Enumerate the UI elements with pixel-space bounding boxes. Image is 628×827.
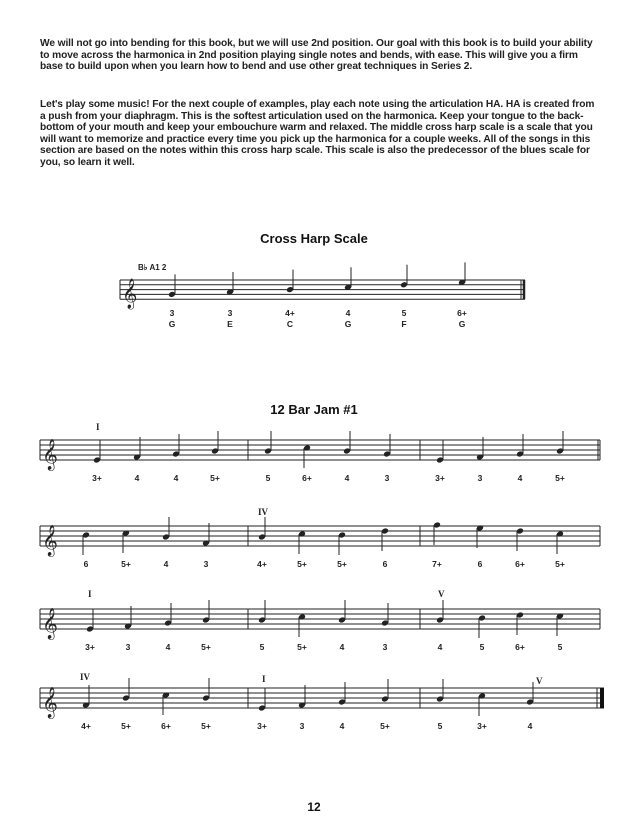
- hole-label: 4: [339, 721, 345, 731]
- hole-label: 5: [557, 642, 563, 652]
- hole-label: 4: [134, 473, 140, 483]
- hole-label: 4: [437, 642, 443, 652]
- scale-hole-label: 6+: [457, 308, 467, 318]
- hole-label: 5+: [201, 721, 211, 731]
- treble-clef-icon: 𝄞: [42, 439, 58, 470]
- hole-label: 5: [265, 473, 271, 483]
- hole-label: 4+: [81, 721, 91, 731]
- chord-symbol: V: [536, 676, 543, 686]
- hole-label: 5+: [121, 721, 131, 731]
- hole-label: 5+: [297, 642, 307, 652]
- scale-hole-label: 3: [169, 308, 175, 318]
- hole-label: 4+: [257, 559, 267, 569]
- hole-label: 6: [382, 559, 388, 569]
- final-bar-thick: [600, 688, 604, 708]
- hole-label: 7+: [432, 559, 442, 569]
- scale-note-label: C: [286, 319, 294, 329]
- hole-label: 3: [384, 473, 390, 483]
- treble-clef-icon: 𝄞: [122, 279, 138, 310]
- hole-label: 3+: [435, 473, 445, 483]
- chord-symbol: IV: [80, 672, 91, 682]
- hole-label: 5: [259, 642, 265, 652]
- scale-hole-label: 5: [401, 308, 407, 318]
- hole-label: 5+: [297, 559, 307, 569]
- hole-label: 3: [299, 721, 305, 731]
- hole-label: 4: [344, 473, 350, 483]
- hole-label: 4: [163, 559, 169, 569]
- hole-label: 3+: [257, 721, 267, 731]
- hole-label: 4: [165, 642, 171, 652]
- hole-label: 5+: [555, 473, 565, 483]
- hole-label: 3+: [477, 721, 487, 731]
- hole-label: 6+: [515, 559, 525, 569]
- chord-symbol: I: [262, 674, 266, 684]
- hole-label: 5+: [555, 559, 565, 569]
- tempo-mark: B♭ A1 2: [138, 263, 167, 272]
- chord-symbol: I: [96, 422, 100, 432]
- hole-label: 5+: [380, 721, 390, 731]
- scale-hole-label: 4: [345, 308, 351, 318]
- hole-label: 4: [517, 473, 523, 483]
- hole-label: 5+: [210, 473, 220, 483]
- hole-label: 6+: [161, 721, 171, 731]
- hole-label: 5: [479, 642, 485, 652]
- scale-note-label: F: [401, 319, 407, 329]
- hole-label: 4: [527, 721, 533, 731]
- scale-note-label: G: [168, 319, 176, 329]
- hole-label: 6+: [302, 473, 312, 483]
- hole-label: 5: [437, 721, 443, 731]
- chord-symbol: IV: [258, 507, 269, 517]
- scale-note-label: E: [227, 319, 233, 329]
- scale-title: Cross Harp Scale: [260, 231, 368, 246]
- treble-clef-icon: 𝄞: [42, 687, 58, 718]
- page-number: 12: [307, 800, 321, 814]
- scale-note-label: G: [344, 319, 352, 329]
- treble-clef-icon: 𝄞: [42, 525, 58, 556]
- scale-hole-label: 3: [227, 308, 233, 318]
- hole-label: 5+: [121, 559, 131, 569]
- treble-clef-icon: 𝄞: [42, 608, 58, 639]
- hole-label: 6: [83, 559, 89, 569]
- hole-label: 4: [173, 473, 179, 483]
- hole-label: 3: [203, 559, 209, 569]
- chord-symbol: I: [88, 589, 92, 599]
- scale-note-label: G: [458, 319, 466, 329]
- hole-label: 3: [125, 642, 131, 652]
- instruction-paragraph: Let's play some music! For the next couple of examples, play each note using the articulation HA. HA is created from a push from your diaphragm. This is the softest articulation used on the harmonica. Keep your tongue to the back-bottom of your mouth and keep your embouchure warm and relaxed. The middle cross harp scale is a scale that you will want to memorize and practice every time you pick up the harmonica for a couple weeks. All of the songs in this section are based on the notes within this cross harp scale. This scale is also the predecessor of the blues scale for you, so learn it well.: [40, 99, 595, 168]
- hole-label: 5+: [201, 642, 211, 652]
- hole-label: 3: [382, 642, 388, 652]
- hole-label: 3+: [92, 473, 102, 483]
- jam-title: 12 Bar Jam #1: [270, 402, 358, 417]
- intro-paragraph: We will not go into bending for this book, but we will use 2nd position. Our goal with this book is to build your ability to move across the harmonica in 2nd position playing single notes and bends, with ease. This will give you a firm base to build upon when you learn how to bend and use other great techniques in Series 2.: [40, 38, 593, 73]
- hole-label: 5+: [337, 559, 347, 569]
- chord-symbol: V: [438, 589, 445, 599]
- hole-label: 6: [477, 559, 483, 569]
- hole-label: 3+: [85, 642, 95, 652]
- hole-label: 3: [477, 473, 483, 483]
- hole-label: 6+: [515, 642, 525, 652]
- scale-hole-label: 4+: [285, 308, 295, 318]
- hole-label: 4: [339, 642, 345, 652]
